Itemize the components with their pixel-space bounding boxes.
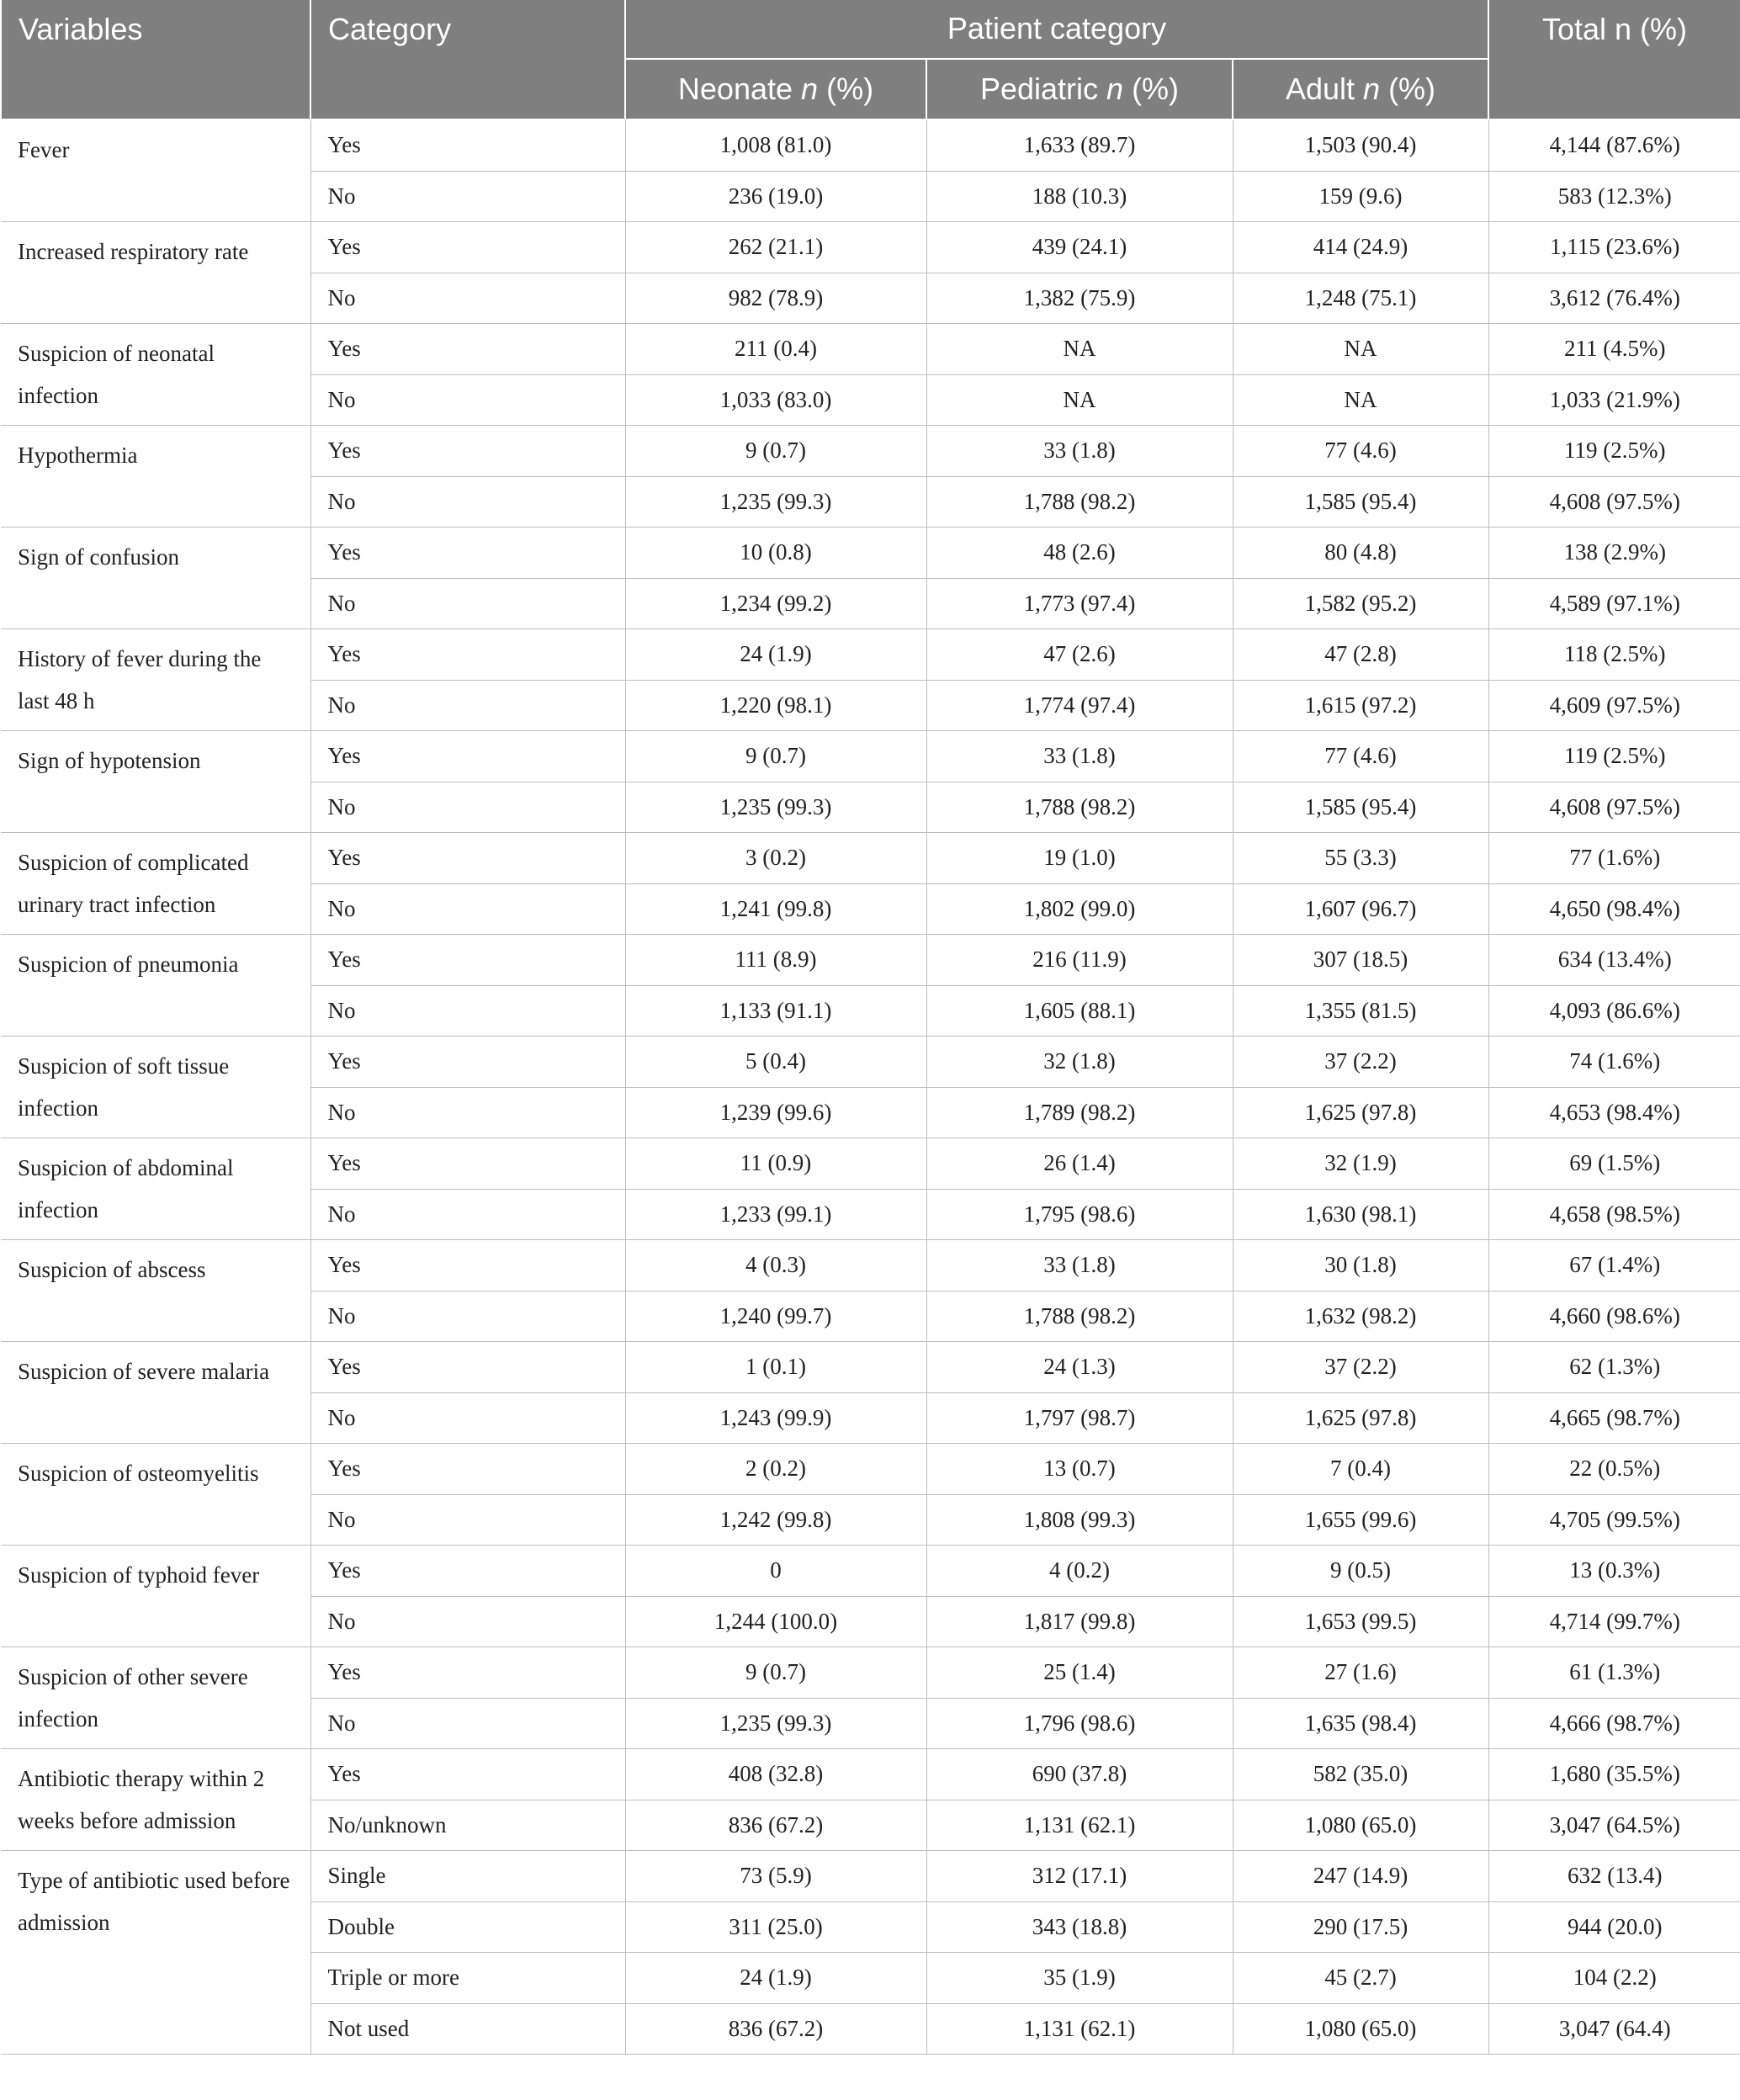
category-cell: No — [310, 476, 625, 528]
variable-cell: Suspicion of osteomyelitis — [1, 1444, 310, 1546]
total-cell: 138 (2.9%) — [1488, 528, 1740, 579]
category-cell: No — [310, 1087, 625, 1138]
pediatric-cell: 1,605 (88.1) — [926, 985, 1233, 1037]
neonate-cell: 1 (0.1) — [625, 1342, 926, 1393]
pediatric-cell: 19 (1.0) — [926, 833, 1233, 884]
neonate-cell: 1,243 (99.9) — [625, 1392, 926, 1444]
pediatric-cell: 1,774 (97.4) — [926, 680, 1233, 731]
category-cell: Yes — [310, 1546, 625, 1597]
neonate-cell: 1,233 (99.1) — [625, 1189, 926, 1240]
pediatric-cell: 1,796 (98.6) — [926, 1698, 1233, 1749]
adult-cell: 9 (0.5) — [1233, 1546, 1488, 1597]
total-cell: 4,665 (98.7%) — [1488, 1392, 1740, 1444]
category-cell: No — [310, 1494, 625, 1546]
category-cell: Yes — [310, 833, 625, 884]
total-cell: 4,093 (86.6%) — [1488, 985, 1740, 1037]
category-cell: No — [310, 1392, 625, 1444]
pediatric-cell: 32 (1.8) — [926, 1037, 1233, 1088]
neonate-cell: 1,235 (99.3) — [625, 782, 926, 833]
adult-cell: 1,503 (90.4) — [1233, 119, 1488, 171]
pediatric-cell: 1,797 (98.7) — [926, 1392, 1233, 1444]
adult-cell: 1,585 (95.4) — [1233, 476, 1488, 528]
pediatric-cell: 188 (10.3) — [926, 171, 1233, 222]
table-row — [1, 1342, 1740, 1393]
neonate-cell: 4 (0.3) — [625, 1240, 926, 1291]
header-patient-category: Patient category — [625, 0, 1488, 59]
total-cell: 4,666 (98.7%) — [1488, 1698, 1740, 1749]
total-cell: 3,047 (64.5%) — [1488, 1800, 1740, 1851]
neonate-cell: 1,241 (99.8) — [625, 883, 926, 935]
pediatric-cell: 33 (1.8) — [926, 731, 1233, 782]
total-cell: 119 (2.5%) — [1488, 426, 1740, 477]
header-adult: Adult n (%) — [1233, 59, 1488, 119]
pediatric-cell: 1,131 (62.1) — [926, 1800, 1233, 1851]
pediatric-cell: 343 (18.8) — [926, 1901, 1233, 1953]
category-cell: Single — [310, 1851, 625, 1902]
header-variables: Variables — [1, 0, 310, 119]
variable-cell: Sign of confusion — [1, 528, 310, 629]
total-cell: 1,680 (35.5%) — [1488, 1749, 1740, 1800]
adult-cell: 37 (2.2) — [1233, 1037, 1488, 1088]
table-body — [1, 119, 1740, 2055]
variable-cell: Suspicion of typhoid fever — [1, 1546, 310, 1647]
variable-cell: Fever — [1, 119, 310, 222]
category-cell: No — [310, 171, 625, 222]
total-cell: 4,608 (97.5%) — [1488, 476, 1740, 528]
category-cell: Yes — [310, 1647, 625, 1699]
neonate-cell: 211 (0.4) — [625, 324, 926, 375]
table-row — [1, 222, 1740, 273]
total-cell: 1,115 (23.6%) — [1488, 222, 1740, 273]
variable-cell: Antibiotic therapy within 2 weeks before admission — [1, 1749, 310, 1851]
pediatric-cell: 1,633 (89.7) — [926, 119, 1233, 171]
neonate-cell: 2 (0.2) — [625, 1444, 926, 1495]
neonate-cell: 311 (25.0) — [625, 1901, 926, 1953]
pediatric-cell: 1,808 (99.3) — [926, 1494, 1233, 1546]
variable-cell: Suspicion of pneumonia — [1, 935, 310, 1037]
total-cell: 3,612 (76.4%) — [1488, 273, 1740, 324]
total-cell: 61 (1.3%) — [1488, 1647, 1740, 1699]
neonate-cell: 9 (0.7) — [625, 1647, 926, 1699]
pediatric-cell: NA — [926, 374, 1233, 426]
pediatric-cell: 1,817 (99.8) — [926, 1596, 1233, 1647]
category-cell: Yes — [310, 1037, 625, 1088]
category-cell: Yes — [310, 1749, 625, 1800]
neonate-cell: 1,239 (99.6) — [625, 1087, 926, 1138]
adult-cell: 1,625 (97.8) — [1233, 1392, 1488, 1444]
category-cell: No — [310, 374, 625, 426]
pediatric-cell: 216 (11.9) — [926, 935, 1233, 986]
total-cell: 4,609 (97.5%) — [1488, 680, 1740, 731]
adult-cell: 414 (24.9) — [1233, 222, 1488, 273]
pediatric-cell: 1,773 (97.4) — [926, 578, 1233, 629]
neonate-cell: 1,033 (83.0) — [625, 374, 926, 426]
variable-cell: History of fever during the last 48 h — [1, 629, 310, 731]
neonate-cell: 1,235 (99.3) — [625, 476, 926, 528]
header-pediatric: Pediatric n (%) — [926, 59, 1233, 119]
total-cell: 4,660 (98.6%) — [1488, 1291, 1740, 1342]
pediatric-cell: 1,788 (98.2) — [926, 1291, 1233, 1342]
pediatric-cell: 690 (37.8) — [926, 1749, 1233, 1800]
category-cell: Yes — [310, 222, 625, 273]
pediatric-cell: 47 (2.6) — [926, 629, 1233, 681]
category-cell: Yes — [310, 629, 625, 681]
category-cell: Yes — [310, 528, 625, 579]
neonate-cell: 1,220 (98.1) — [625, 680, 926, 731]
total-cell: 3,047 (64.4) — [1488, 2003, 1740, 2055]
category-cell: No — [310, 782, 625, 833]
total-cell: 67 (1.4%) — [1488, 1240, 1740, 1291]
category-cell: Yes — [310, 1342, 625, 1393]
pediatric-cell: 439 (24.1) — [926, 222, 1233, 273]
pediatric-cell: 1,788 (98.2) — [926, 476, 1233, 528]
adult-cell: NA — [1233, 374, 1488, 426]
neonate-cell: 236 (19.0) — [625, 171, 926, 222]
table-row — [1, 1240, 1740, 1291]
pediatric-cell: 33 (1.8) — [926, 1240, 1233, 1291]
category-cell: Yes — [310, 119, 625, 171]
total-cell: 1,033 (21.9%) — [1488, 374, 1740, 426]
total-cell: 77 (1.6%) — [1488, 833, 1740, 884]
category-cell: No — [310, 1291, 625, 1342]
adult-cell: 290 (17.5) — [1233, 1901, 1488, 1953]
adult-cell: 1,625 (97.8) — [1233, 1087, 1488, 1138]
header-neonate: Neonate n (%) — [625, 59, 926, 119]
category-cell: Yes — [310, 324, 625, 375]
total-cell: 104 (2.2) — [1488, 1953, 1740, 2004]
total-cell: 4,658 (98.5%) — [1488, 1189, 1740, 1240]
adult-cell: 1,655 (99.6) — [1233, 1494, 1488, 1546]
adult-cell: 1,585 (95.4) — [1233, 782, 1488, 833]
pediatric-cell: 13 (0.7) — [926, 1444, 1233, 1495]
category-cell: Yes — [310, 935, 625, 986]
pediatric-cell: 1,131 (62.1) — [926, 2003, 1233, 2055]
neonate-cell: 1,008 (81.0) — [625, 119, 926, 171]
adult-cell: 27 (1.6) — [1233, 1647, 1488, 1699]
adult-cell: 582 (35.0) — [1233, 1749, 1488, 1800]
total-cell: 944 (20.0) — [1488, 1901, 1740, 1953]
neonate-cell: 9 (0.7) — [625, 426, 926, 477]
variable-cell: Hypothermia — [1, 426, 310, 528]
neonate-cell: 10 (0.8) — [625, 528, 926, 579]
table-row — [1, 1138, 1740, 1190]
category-cell: Yes — [310, 1240, 625, 1291]
adult-cell: 1,248 (75.1) — [1233, 273, 1488, 324]
header-category: Category — [310, 0, 625, 119]
neonate-cell: 982 (78.9) — [625, 273, 926, 324]
total-cell: 74 (1.6%) — [1488, 1037, 1740, 1088]
adult-cell: 55 (3.3) — [1233, 833, 1488, 884]
variable-cell: Suspicion of abdominal infection — [1, 1138, 310, 1240]
total-cell: 119 (2.5%) — [1488, 731, 1740, 782]
neonate-cell: 24 (1.9) — [625, 629, 926, 681]
neonate-cell: 1,242 (99.8) — [625, 1494, 926, 1546]
category-cell: Yes — [310, 426, 625, 477]
adult-cell: 47 (2.8) — [1233, 629, 1488, 681]
total-cell: 4,653 (98.4%) — [1488, 1087, 1740, 1138]
table-row — [1, 1749, 1740, 1800]
total-cell: 22 (0.5%) — [1488, 1444, 1740, 1495]
adult-cell: 307 (18.5) — [1233, 935, 1488, 986]
adult-cell: 1,635 (98.4) — [1233, 1698, 1488, 1749]
pediatric-cell: 25 (1.4) — [926, 1647, 1233, 1699]
adult-cell: 45 (2.7) — [1233, 1953, 1488, 2004]
total-cell: 4,714 (99.7%) — [1488, 1596, 1740, 1647]
neonate-cell: 1,244 (100.0) — [625, 1596, 926, 1647]
neonate-cell: 1,235 (99.3) — [625, 1698, 926, 1749]
pediatric-cell: 312 (17.1) — [926, 1851, 1233, 1902]
category-cell: Triple or more — [310, 1953, 625, 2004]
pediatric-cell: 1,789 (98.2) — [926, 1087, 1233, 1138]
variable-cell: Suspicion of complicated urinary tract infection — [1, 833, 310, 935]
pediatric-cell: 1,802 (99.0) — [926, 883, 1233, 935]
category-cell: No — [310, 273, 625, 324]
total-cell: 211 (4.5%) — [1488, 324, 1740, 375]
total-cell: 583 (12.3%) — [1488, 171, 1740, 222]
pediatric-cell: NA — [926, 324, 1233, 375]
neonate-cell: 1,240 (99.7) — [625, 1291, 926, 1342]
adult-cell: 159 (9.6) — [1233, 171, 1488, 222]
category-cell: Yes — [310, 1444, 625, 1495]
pediatric-cell: 33 (1.8) — [926, 426, 1233, 477]
table-row — [1, 1647, 1740, 1699]
table-row — [1, 426, 1740, 477]
table-row — [1, 1037, 1740, 1088]
header-total: Total n (%) — [1488, 0, 1740, 119]
total-cell: 13 (0.3%) — [1488, 1546, 1740, 1597]
table-row — [1, 324, 1740, 375]
neonate-cell: 0 — [625, 1546, 926, 1597]
category-cell: Yes — [310, 1138, 625, 1190]
category-cell: No/unknown — [310, 1800, 625, 1851]
adult-cell: 77 (4.6) — [1233, 426, 1488, 477]
adult-cell: 7 (0.4) — [1233, 1444, 1488, 1495]
category-cell: No — [310, 1596, 625, 1647]
category-cell: No — [310, 1189, 625, 1240]
neonate-cell: 9 (0.7) — [625, 731, 926, 782]
pediatric-cell: 1,788 (98.2) — [926, 782, 1233, 833]
neonate-cell: 24 (1.9) — [625, 1953, 926, 2004]
category-cell: Double — [310, 1901, 625, 1953]
pediatric-cell: 4 (0.2) — [926, 1546, 1233, 1597]
total-cell: 4,144 (87.6%) — [1488, 119, 1740, 171]
category-cell: Not used — [310, 2003, 625, 2055]
variable-cell: Suspicion of severe malaria — [1, 1342, 310, 1444]
adult-cell: 1,653 (99.5) — [1233, 1596, 1488, 1647]
variable-cell: Suspicion of neonatal infection — [1, 324, 310, 426]
adult-cell: 1,355 (81.5) — [1233, 985, 1488, 1037]
pediatric-cell: 24 (1.3) — [926, 1342, 1233, 1393]
category-cell: No — [310, 1698, 625, 1749]
variable-cell: Sign of hypotension — [1, 731, 310, 833]
pediatric-cell: 1,795 (98.6) — [926, 1189, 1233, 1240]
neonate-cell: 836 (67.2) — [625, 1800, 926, 1851]
neonate-cell: 111 (8.9) — [625, 935, 926, 986]
table-row — [1, 1444, 1740, 1495]
table-header — [1, 0, 1740, 119]
table-row — [1, 935, 1740, 986]
adult-cell: 1,615 (97.2) — [1233, 680, 1488, 731]
category-cell: No — [310, 985, 625, 1037]
neonate-cell: 262 (21.1) — [625, 222, 926, 273]
neonate-cell: 408 (32.8) — [625, 1749, 926, 1800]
pediatric-cell: 35 (1.9) — [926, 1953, 1233, 2004]
adult-cell: 37 (2.2) — [1233, 1342, 1488, 1393]
total-cell: 69 (1.5%) — [1488, 1138, 1740, 1190]
total-cell: 4,650 (98.4%) — [1488, 883, 1740, 935]
category-cell: No — [310, 578, 625, 629]
neonate-cell: 11 (0.9) — [625, 1138, 926, 1190]
adult-cell: 80 (4.8) — [1233, 528, 1488, 579]
adult-cell: 1,632 (98.2) — [1233, 1291, 1488, 1342]
neonate-cell: 5 (0.4) — [625, 1037, 926, 1088]
adult-cell: 1,080 (65.0) — [1233, 1800, 1488, 1851]
neonate-cell: 1,234 (99.2) — [625, 578, 926, 629]
adult-cell: 1,607 (96.7) — [1233, 883, 1488, 935]
category-cell: No — [310, 680, 625, 731]
table-row — [1, 629, 1740, 681]
variable-cell: Suspicion of other severe infection — [1, 1647, 310, 1749]
adult-cell: 247 (14.9) — [1233, 1851, 1488, 1902]
neonate-cell: 73 (5.9) — [625, 1851, 926, 1902]
adult-cell: 1,582 (95.2) — [1233, 578, 1488, 629]
variable-cell: Type of antibiotic used before admission — [1, 1851, 310, 2055]
neonate-cell: 3 (0.2) — [625, 833, 926, 884]
adult-cell: 1,080 (65.0) — [1233, 2003, 1488, 2055]
category-cell: Yes — [310, 731, 625, 782]
total-cell: 118 (2.5%) — [1488, 629, 1740, 681]
neonate-cell: 1,133 (91.1) — [625, 985, 926, 1037]
variable-cell: Increased respiratory rate — [1, 222, 310, 324]
pediatric-cell: 48 (2.6) — [926, 528, 1233, 579]
adult-cell: 32 (1.9) — [1233, 1138, 1488, 1190]
table-row — [1, 1546, 1740, 1597]
table-row — [1, 119, 1740, 171]
total-cell: 62 (1.3%) — [1488, 1342, 1740, 1393]
variable-cell: Suspicion of soft tissue infection — [1, 1037, 310, 1138]
total-cell: 4,589 (97.1%) — [1488, 578, 1740, 629]
table-row — [1, 833, 1740, 884]
total-cell: 4,608 (97.5%) — [1488, 782, 1740, 833]
adult-cell: NA — [1233, 324, 1488, 375]
table-row — [1, 528, 1740, 579]
pediatric-cell: 26 (1.4) — [926, 1138, 1233, 1190]
category-cell: No — [310, 883, 625, 935]
total-cell: 634 (13.4%) — [1488, 935, 1740, 986]
pediatric-cell: 1,382 (75.9) — [926, 273, 1233, 324]
total-cell: 4,705 (99.5%) — [1488, 1494, 1740, 1546]
table-row — [1, 1851, 1740, 1902]
total-cell: 632 (13.4) — [1488, 1851, 1740, 1902]
table-row — [1, 731, 1740, 782]
neonate-cell: 836 (67.2) — [625, 2003, 926, 2055]
variable-cell: Suspicion of abscess — [1, 1240, 310, 1342]
adult-cell: 77 (4.6) — [1233, 731, 1488, 782]
adult-cell: 1,630 (98.1) — [1233, 1189, 1488, 1240]
adult-cell: 30 (1.8) — [1233, 1240, 1488, 1291]
